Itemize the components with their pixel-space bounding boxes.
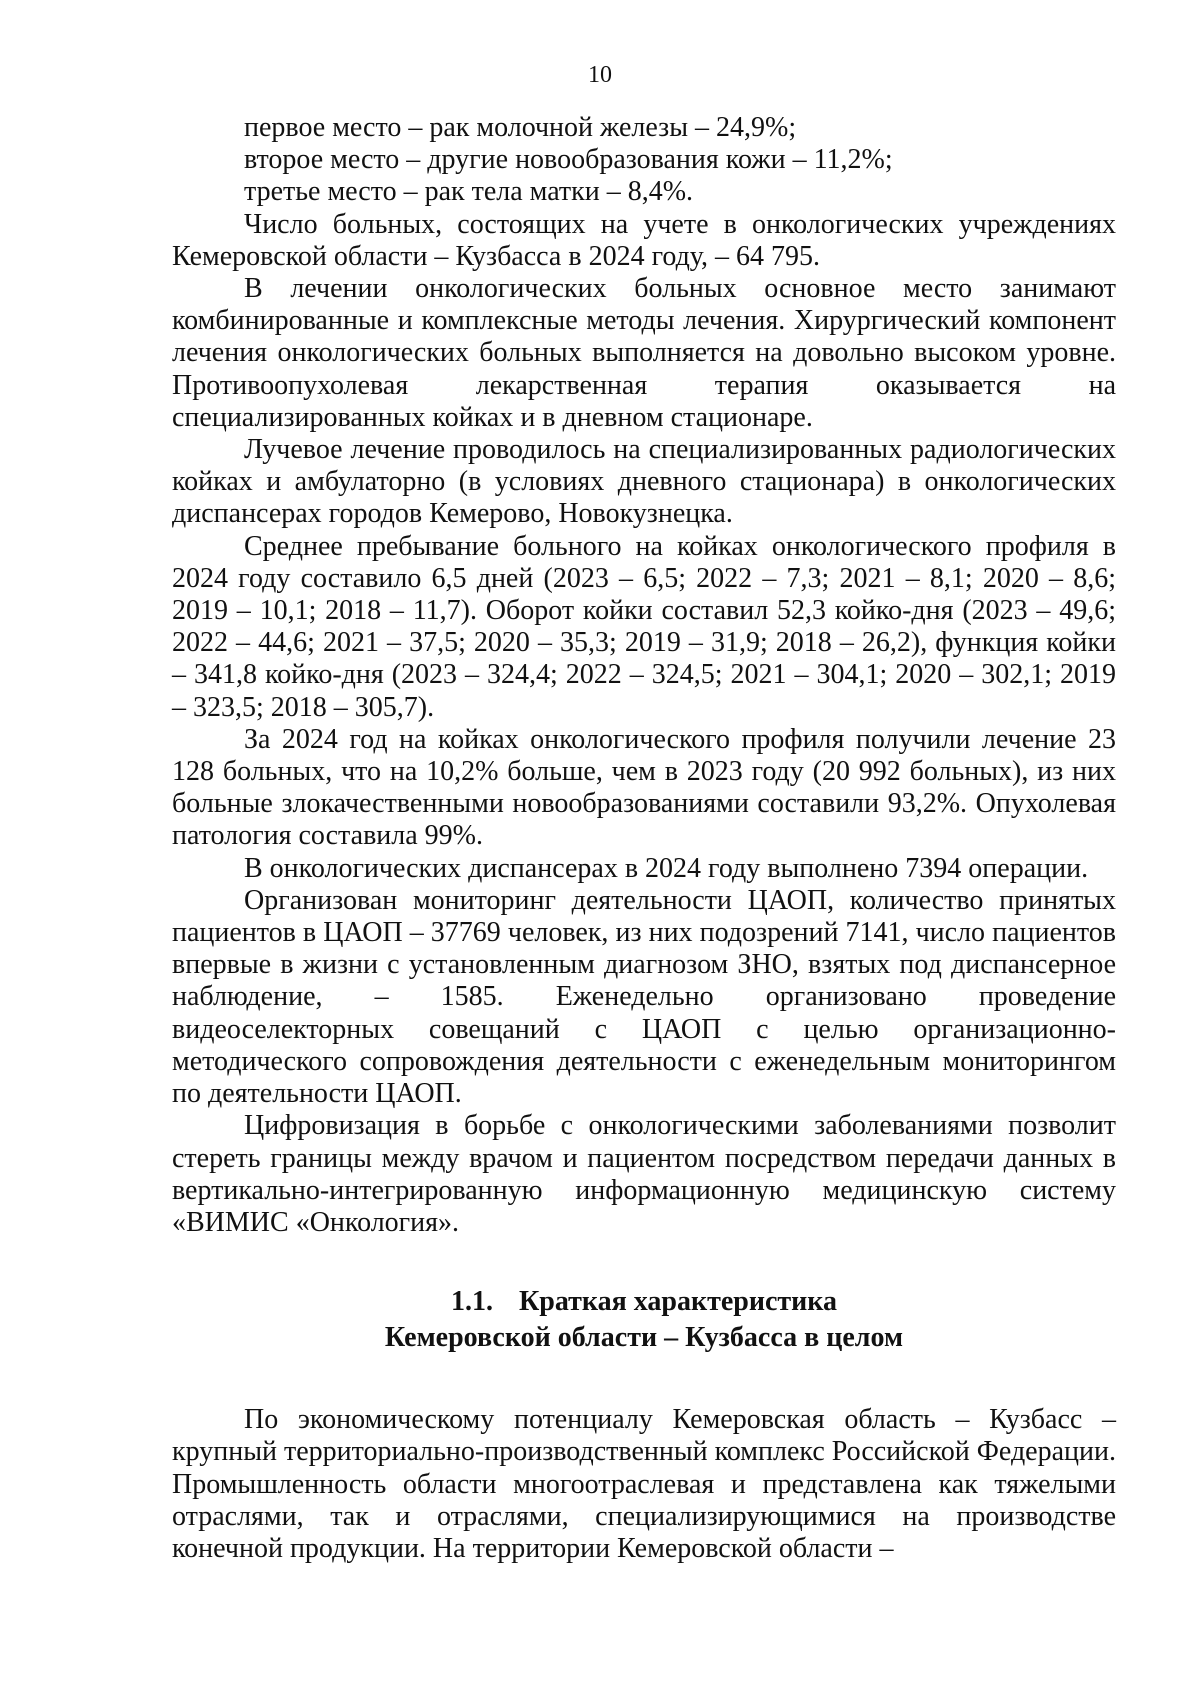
ranking-list [172, 112, 1116, 209]
paragraph-treated-patients: За 2024 год на койках онкологического профиля получили лечение 23 128 больных, что на 10,2% больше, чем в 2023 году (20 992 больных), из них больные злокачественными новообразованиями составили 93,2%. Опухолевая патология составила 99%. [172, 723, 1116, 852]
page-number: 10 [588, 62, 612, 88]
section-title-line2: Кемеровской области – Кузбасса в целом [384, 1322, 904, 1354]
paragraph-digitalization: Цифровизация в борьбе с онкологическими заболеваниями позволит стереть границы между врачом и пациентом посредством передачи данных в вертикально-интегрированную информационную медицинскую систему «ВИМИС «Онкология». [172, 1110, 1116, 1238]
document-body [172, 112, 1116, 1565]
paragraph-caop-monitoring: Организован мониторинг деятельности ЦАОП, количество принятых пациентов в ЦАОП – 37769 человек, из них подозрений 7141, число пациентов впервые в жизни с установленным диагнозом ЗНО, взятых под диспансерное наблюдение, – 1585. Еженедельно организовано проведение видеоселекторных совещаний с ЦАОП с целью организационно-методического сопровождения деятельности с еженедельным мониторингом по деятельности ЦАОП. [172, 884, 1116, 1110]
section-heading [172, 1284, 1116, 1356]
paragraph-radiation-therapy: Лучевое лечение проводилось на специализированных радиологических койках и амбулаторно (в условиях дневного стационара) в онкологических диспансерах городов Кемерово, Новокузнецка. [172, 434, 1116, 530]
ranking-item-first: первое место – рак молочной железы – 24,9%; [244, 112, 797, 143]
ranking-item-second: второе место – другие новообразования кожи – 11,2%; [244, 144, 893, 176]
section-title-line1: Краткая характеристика [518, 1286, 837, 1318]
section-heading-line1 [172, 1284, 1116, 1320]
paragraph-bed-stay-statistics: Среднее пребывание больного на койках онкологического профиля в 2024 году составило 6,5 дней (2023 – 6,5; 2022 – 7,3; 2021 – 8,1; 2020 – 8,6; 2019 – 10,1; 2018 – 11,7). Оборот койки составил 52,3 койко-дня (2023 – 49,6; 2022 – 44,6; 2021 – 37,5; 2020 – 35,3; 2019 – 31,9; 2018 – 26,2), функция койки – 341,8 койко-дня (2023 – 324,4; 2022 – 324,5; 2021 – 304,1; 2020 – 302,1; 2019 – 323,5; 2018 – 305,7). [172, 530, 1116, 723]
paragraph-patients-registered: Число больных, состоящих на учете в онкологических учреждениях Кемеровской области – Кузбасса в 2024 году, – 64 795. [172, 208, 1116, 272]
ranking-item-third: третье место – рак тела матки – 8,4%. [244, 176, 694, 208]
paragraph-treatment-methods: В лечении онкологических больных основное место занимают комбинированные и комплексные методы лечения. Хирургический компонент лечения онкологических больных выполняется на довольно высоком уровне. Противоопухолевая лекарственная терапия оказывается на специализированных койках и в дневном стационаре. [172, 273, 1116, 433]
paragraph-economic-potential: По экономическому потенциалу Кемеровская область – Кузбасс – крупный территориально-производственный комплекс Российской Федерации. Промышленность области многоотраслевая и представлена как тяжелыми отраслями, так и отраслями, специализирующимися на производстве конечной продукции. На территории Кемеровской области – [172, 1404, 1116, 1564]
paragraph-operations: В онкологических диспансерах в 2024 году выполнено 7394 операции. [244, 852, 1089, 884]
section-number: 1.1. [450, 1286, 493, 1318]
